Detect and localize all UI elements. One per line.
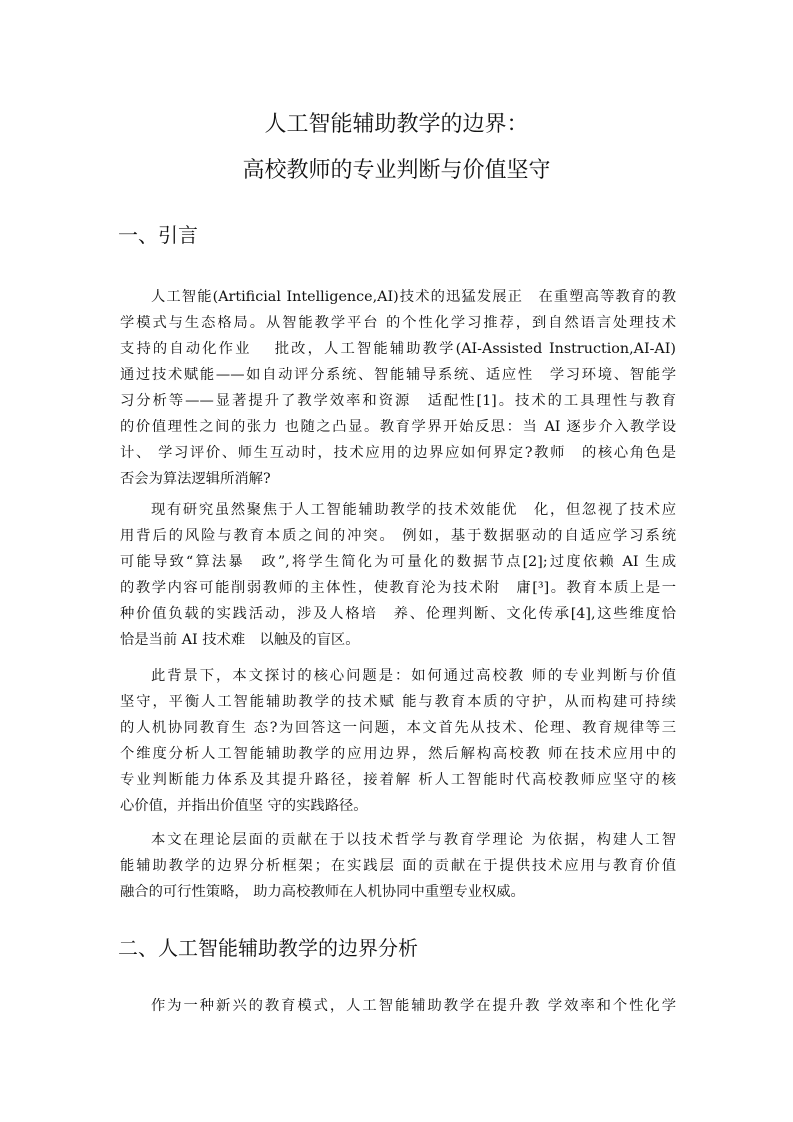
paragraph-line: 坚守，平衡人工智能辅助教学的技术赋 能与教育本质的守护，从而构建可持续 bbox=[120, 694, 676, 710]
paragraph-line: 否会为算法逻辑所消解? bbox=[120, 471, 271, 487]
paragraph-line: 的教学内容可能削弱教师的主体性，使教育沦为技术附 庸[³]。教育本质上是一 bbox=[120, 580, 676, 596]
paragraph-line: 现有研究虽然聚焦于人工智能辅助教学的技术效能优 化，但忽视了技术应 bbox=[151, 502, 676, 518]
paragraph-line: 种价值负载的实践活动，涉及人格培 养、伦理判断、文化传承[4],这些维度恰 bbox=[120, 606, 676, 622]
document-title-line-2: 高校教师的专业判断与价值坚守 bbox=[242, 158, 551, 183]
paragraph-line: 的人机协同教育生 态?为回答这一问题，本文首先从技术、伦理、教育规律等三 bbox=[120, 720, 676, 736]
paragraph-line: 个维度分析人工智能辅助教学的应用边界，然后解构高校教 师在技术应用中的 bbox=[120, 746, 676, 762]
paragraph-line: 支持的自动化作业 批改，人工智能辅助教学(AI-Assisted Instruction,AI-AI) bbox=[120, 341, 676, 357]
paragraph-line: 本文在理论层面的贡献在于以技术哲学与教育学理论 为依据，构建人工智 bbox=[151, 832, 676, 848]
section-heading-boundary-analysis: 二、人工智能辅助教学的边界分析 bbox=[118, 936, 418, 960]
paragraph-line: 可能导致“算法暴 政”,将学生简化为可量化的数据节点[2];过度依赖 AI 生成 bbox=[120, 554, 676, 570]
paragraph-line: 用背后的风险与教育本质之间的冲突。 例如，基于数据驱动的自适应学习系统 bbox=[120, 528, 676, 544]
paragraph-line: 计、 学习评价、师生互动时，技术应用的边界应如何界定?教师 的核心角色是 bbox=[120, 445, 676, 461]
paragraph-line: 此背景下，本文探讨的核心问题是：如何通过高校教 师的专业判断与价值 bbox=[151, 668, 676, 684]
paragraph-line: 习分析等——显著提升了教学效率和资源 适配性[1]。技术的工具理性与教育 bbox=[120, 393, 676, 409]
paragraph-line: 融合的可行性策略， 助力高校教师在人机协同中重塑专业权威。 bbox=[120, 884, 525, 900]
section-heading-introduction: 一、引言 bbox=[118, 223, 198, 247]
paragraph-line: 学模式与生态格局。从智能教学平台 的个性化学习推荐，到自然语言处理技术 bbox=[120, 315, 676, 331]
paragraph-line: 专业判断能力体系及其提升路径，接着解 析人工智能时代高校教师应坚守的核 bbox=[120, 772, 676, 788]
paragraph-line: 恰是当前 AI 技术难 以触及的盲区。 bbox=[120, 632, 360, 648]
document-title-line-1: 人工智能辅助教学的边界： bbox=[264, 112, 529, 137]
paragraph-line: 的价值理性之间的张力 也随之凸显。教育学界开始反思：当 AI 逐步介入教学设 bbox=[120, 419, 676, 435]
paragraph-line: 作为一种新兴的教育模式，人工智能辅助教学在提升教 学效率和个性化学 bbox=[151, 998, 676, 1014]
paragraph-line: 通过技术赋能——如自动评分系统、智能辅导系统、适应性 学习环境、智能学 bbox=[120, 367, 676, 383]
paragraph-line: 心价值，并指出价值坚 守的实践路径。 bbox=[120, 798, 368, 814]
paragraph-line: 能辅助教学的边界分析框架；在实践层 面的贡献在于提供技术应用与教育价值 bbox=[120, 858, 676, 874]
paragraph-line: 人工智能(Artificial Intelligence,AI)技术的迅猛发展正 在重塑高等教育的教 bbox=[151, 289, 676, 305]
